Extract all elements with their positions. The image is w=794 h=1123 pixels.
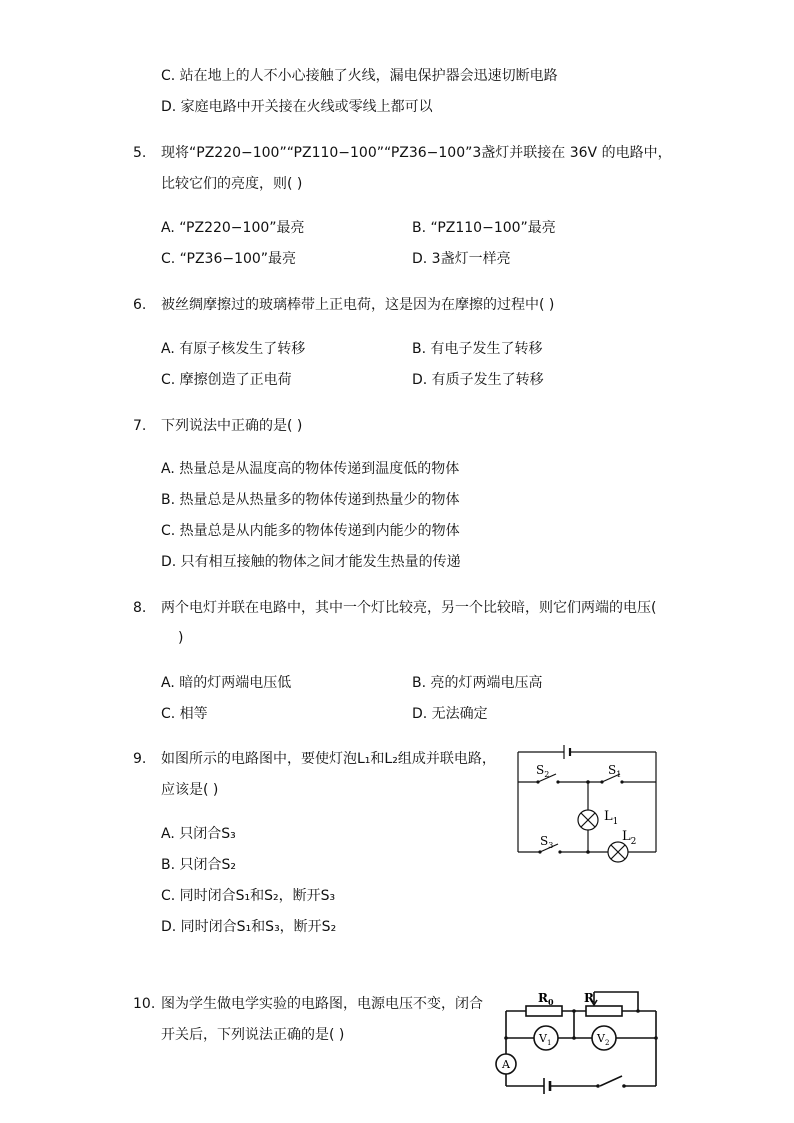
label-l1: $L_1$ xyxy=(604,809,619,827)
rheostat-r xyxy=(586,1006,622,1016)
q9-circuit-diagram xyxy=(510,740,665,870)
question-number-5: 5. xyxy=(133,145,147,161)
question-8-option-c: C. 相等 xyxy=(161,706,208,722)
question-10-text-line1: 图为学生做电学实验的电路图，电源电压不变，闭合 xyxy=(161,996,483,1012)
question-number-7: 7. xyxy=(133,418,147,434)
question-9-option-c: C. 同时闭合S₁和S₂，断开S₃ xyxy=(161,888,336,904)
question-8-option-d: D. 无法确定 xyxy=(412,706,488,722)
label-v1: $V_1$ xyxy=(539,1032,552,1047)
question-9-text-line1: 如图所示的电路图中，要使灯泡L₁和L₂组成并联电路， xyxy=(161,751,496,767)
question-5-option-d: D. 3盏灯一样亮 xyxy=(412,251,511,267)
question-9-option-b: B. 只闭合S₂ xyxy=(161,857,237,873)
label-l2: $L_2$ xyxy=(622,829,637,847)
question-5-option-b: B. “PZ110−100”最亮 xyxy=(412,220,556,236)
question-9-option-d: D. 同时闭合S₁和S₃，断开S₂ xyxy=(161,919,337,935)
label-r0: $R_0$ xyxy=(538,991,554,1007)
option-c-q4: C. 站在地上的人不小心接触了火线，漏电保护器会迅速切断电路 xyxy=(161,68,558,84)
label-v2: $V_2$ xyxy=(597,1032,610,1047)
question-6-option-a: A. 有原子核发生了转移 xyxy=(161,341,306,357)
question-9-option-a: A. 只闭合S₃ xyxy=(161,826,236,842)
question-5-option-a: A. “PZ220−100”最亮 xyxy=(161,220,305,236)
question-5-text-line1: 现将“PZ220−100”“PZ110−100”“PZ36−100”3盏灯并联接在 36V 的电路中， xyxy=(161,145,672,161)
question-number-10: 10. xyxy=(133,996,156,1012)
question-7-text: 下列说法中正确的是( ) xyxy=(161,418,303,434)
question-5-option-c: C. “PZ36−100”最亮 xyxy=(161,251,297,267)
question-number-8: 8. xyxy=(133,600,147,616)
label-s2: $S_2$ xyxy=(536,763,550,779)
question-7-option-a: A. 热量总是从温度高的物体传递到温度低的物体 xyxy=(161,461,460,477)
switch-blade xyxy=(600,1076,622,1086)
question-6-option-c: C. 摩擦创造了正电荷 xyxy=(161,372,292,388)
question-6-option-b: B. 有电子发生了转移 xyxy=(412,341,543,357)
label-a: A xyxy=(502,1058,510,1071)
question-number-6: 6. xyxy=(133,297,147,313)
question-5-text-line2: 比较它们的亮度，则( ) xyxy=(161,176,303,192)
question-7-option-d: D. 只有相互接触的物体之间才能发生热量的传递 xyxy=(161,554,461,570)
question-9-text-line2: 应该是( ) xyxy=(161,782,219,798)
resistor-r0 xyxy=(526,1006,562,1016)
question-7-option-c: C. 热量总是从内能多的物体传递到内能少的物体 xyxy=(161,523,460,539)
question-10-text-line2: 开关后，下列说法正确的是( ) xyxy=(161,1027,345,1043)
label-r: R xyxy=(584,991,594,1005)
question-6-text: 被丝绸摩擦过的玻璃棒带上正电荷，这是因为在摩擦的过程中( ) xyxy=(161,297,555,313)
question-8-option-a: A. 暗的灯两端电压低 xyxy=(161,675,292,691)
question-number-9: 9. xyxy=(133,751,147,767)
question-8-text-line1: 两个电灯并联在电路中，其中一个灯比较亮，另一个比较暗，则它们两端的电压( xyxy=(161,600,657,616)
question-6-option-d: D. 有质子发生了转移 xyxy=(412,372,544,388)
label-s3: $S_3$ xyxy=(540,834,554,850)
question-8-option-b: B. 亮的灯两端电压高 xyxy=(412,675,543,691)
option-d-q4: D. 家庭电路中开关接在火线或零线上都可以 xyxy=(161,99,433,115)
question-7-option-b: B. 热量总是从热量多的物体传递到热量少的物体 xyxy=(161,492,460,508)
q10-circuit-diagram xyxy=(492,984,662,1094)
label-s1: $S_1$ xyxy=(608,763,622,779)
question-8-text-line2: ) xyxy=(178,630,184,646)
